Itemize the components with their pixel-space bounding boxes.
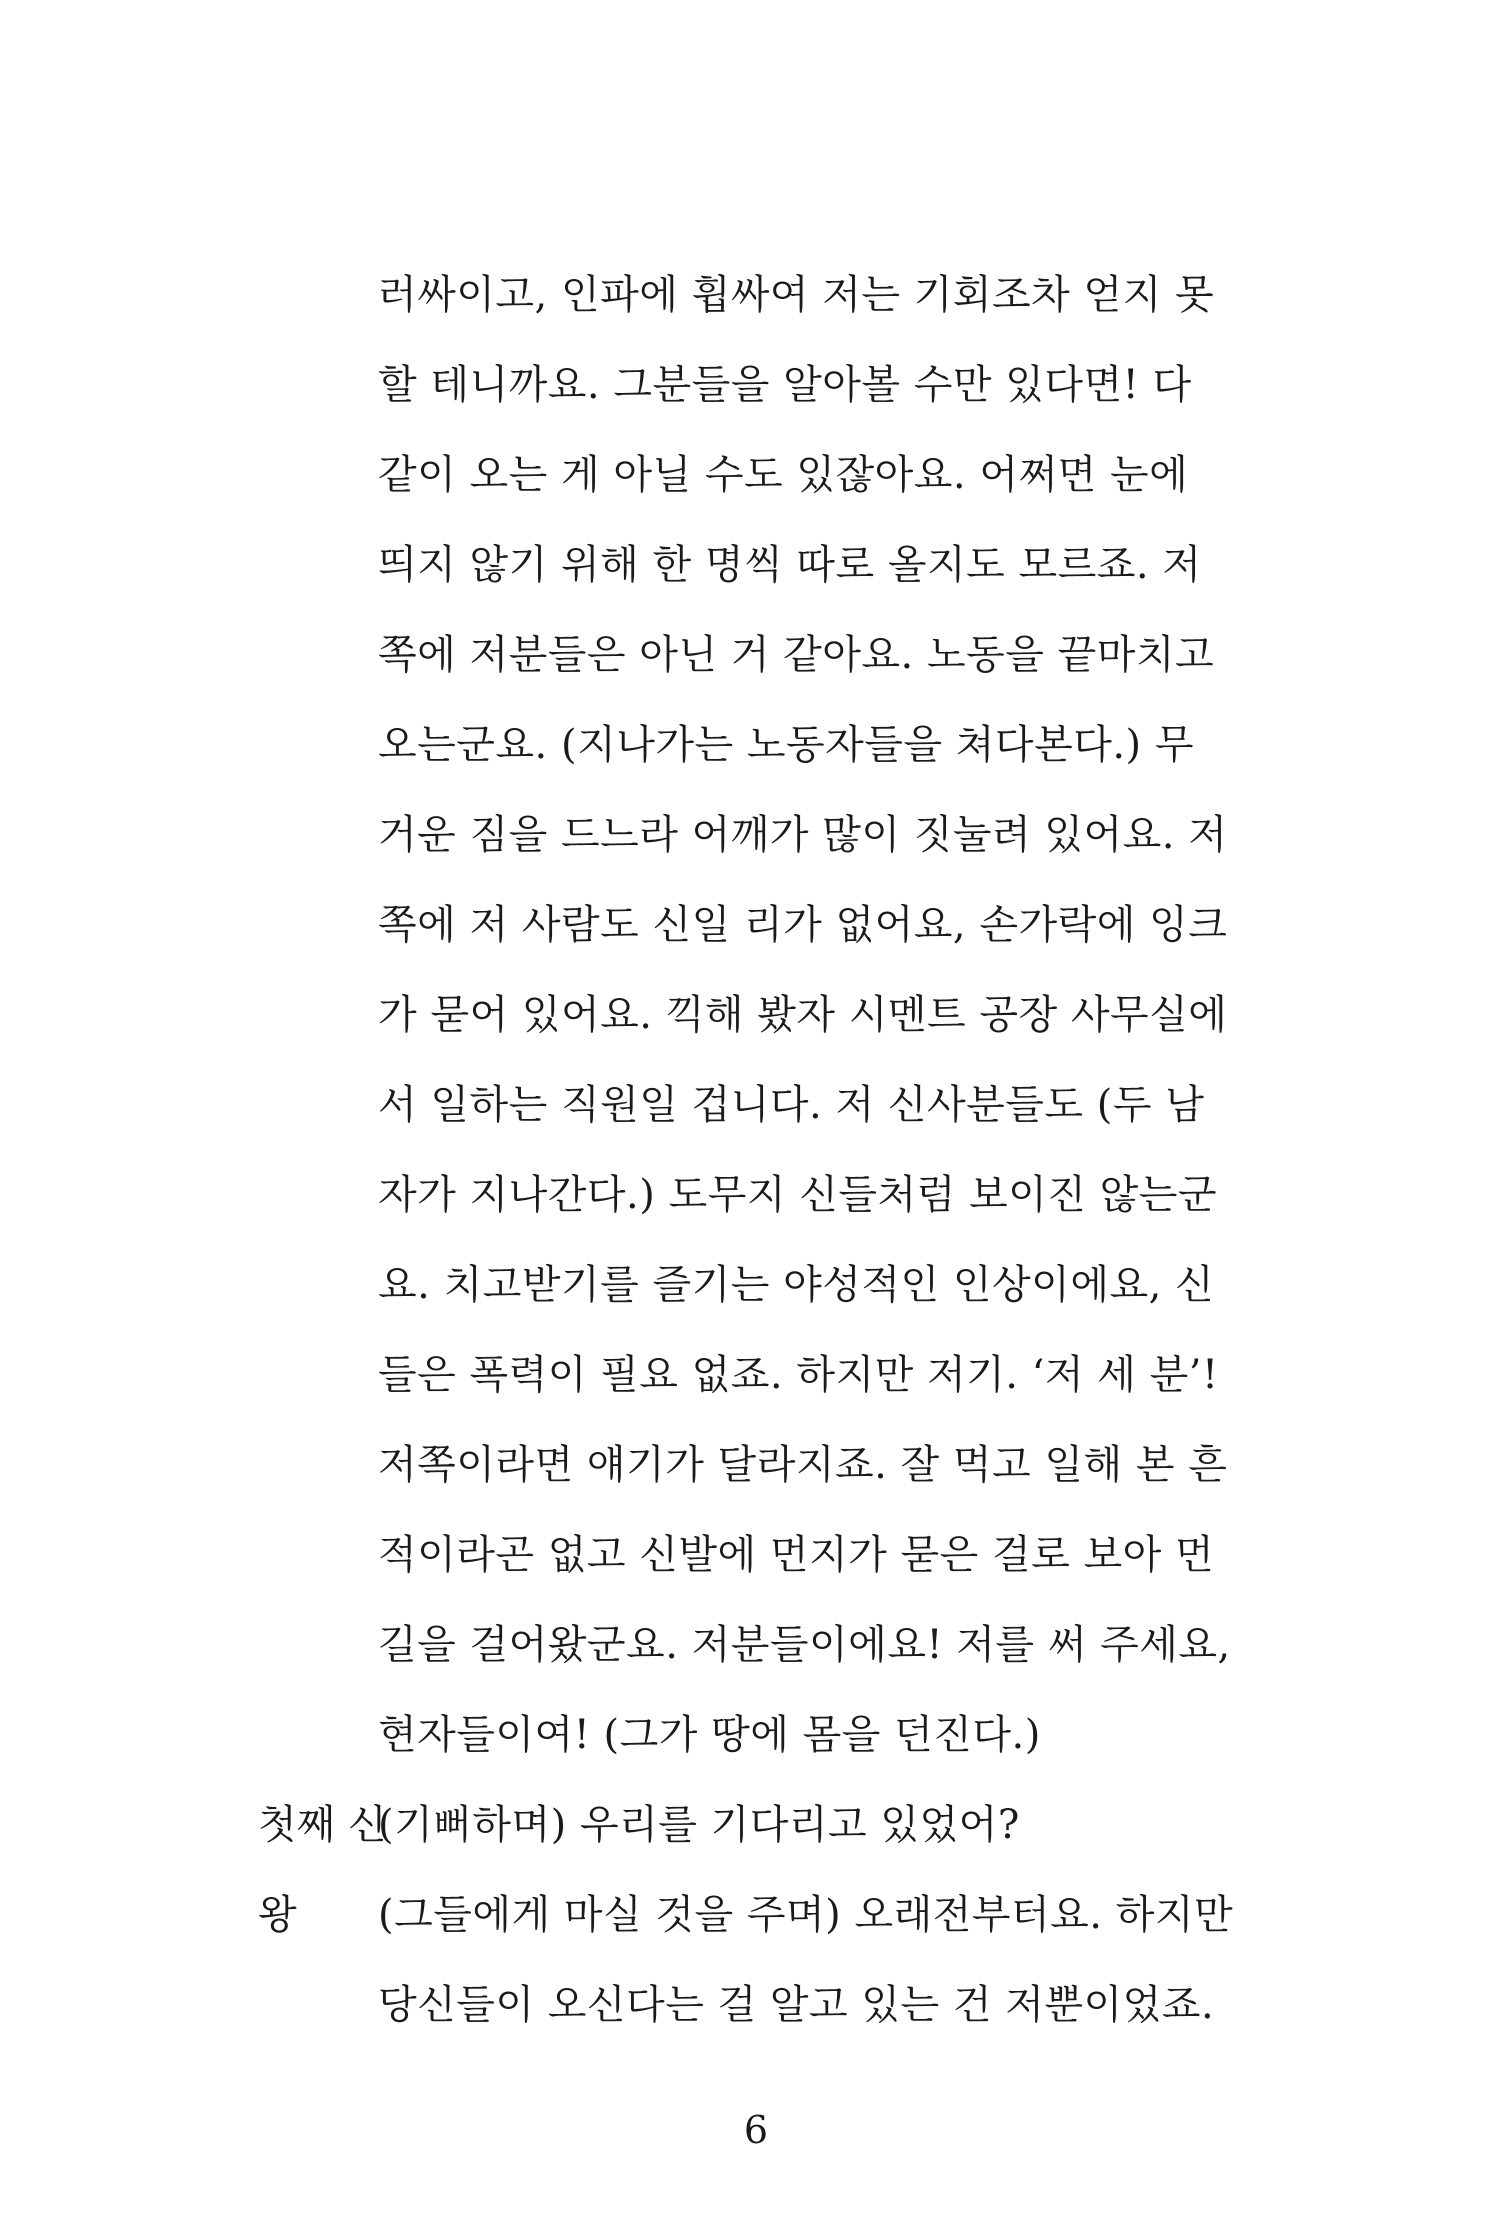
text-line: 같이 오는 게 아닐 수도 있잖아요. 어쩌면 눈에 (378, 452, 1189, 498)
text-line: 적이라곤 없고 신발에 먼지가 묻은 걸로 보아 먼 (378, 1532, 1215, 1578)
text-line: 러싸이고, 인파에 휩싸여 저는 기회조차 얻지 못 (378, 272, 1215, 318)
text-line: 현자들이여! (그가 땅에 몸을 던진다.) (378, 1712, 1041, 1758)
text-line: 자가 지나간다.) 도무지 신들처럼 보이진 않는군 (378, 1172, 1218, 1218)
text-line: 저쪽이라면 얘기가 달라지죠. 잘 먹고 일해 본 흔 (378, 1442, 1228, 1488)
dialogue-line: (그들에게 마실 것을 주며) 오래전부터요. 하지만 (378, 1892, 1234, 1938)
text-line: 쪽에 저 사람도 신일 리가 없어요, 손가락에 잉크 (378, 902, 1228, 948)
page-number: 6 (743, 2108, 769, 2152)
text-line: 길을 걸어왔군요. 저분들이에요! 저를 써 주세요, (378, 1622, 1231, 1668)
text-line: 띄지 않기 위해 한 명씩 따로 올지도 모르죠. 저 (378, 542, 1202, 588)
text-line: 거운 짐을 드느라 어깨가 많이 짓눌려 있어요. 저 (378, 812, 1228, 858)
text-line: 할 테니까요. 그분들을 알아볼 수만 있다면! 다 (378, 362, 1192, 408)
speaker-name: 왕 (258, 1892, 297, 1938)
dialogue-line: 당신들이 오신다는 걸 알고 있는 건 저뿐이었죠. (378, 1982, 1215, 2028)
speaker-name: 첫째 신 (258, 1802, 387, 1848)
text-line: 쪽에 저분들은 아닌 거 같아요. 노동을 끝마치고 (378, 632, 1215, 678)
text-line: 요. 치고받기를 즐기는 야성적인 인상이에요, 신 (378, 1262, 1215, 1308)
text-line: 가 묻어 있어요. 끽해 봤자 시멘트 공장 사무실에 (378, 992, 1228, 1038)
text-line: 서 일하는 직원일 겁니다. 저 신사분들도 (두 남 (378, 1082, 1205, 1128)
text-line: 오는군요. (지나가는 노동자들을 쳐다본다.) 무 (378, 722, 1195, 768)
dialogue-line: (기뻐하며) 우리를 기다리고 있었어? (378, 1802, 1020, 1848)
text-line: 들은 폭력이 필요 없죠. 하지만 저기. ‘저 세 분’! (378, 1352, 1219, 1398)
